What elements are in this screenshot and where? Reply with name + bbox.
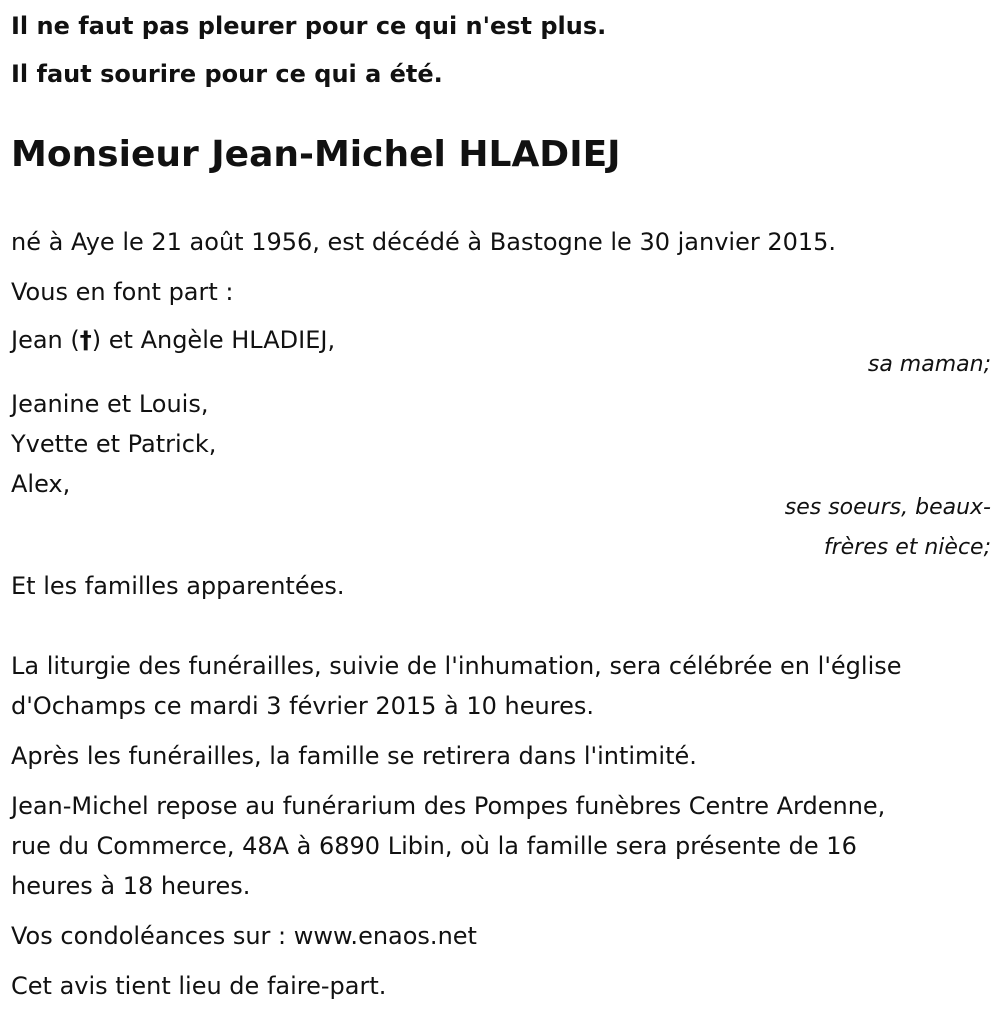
siblings-relation-line-1: ses soeurs, beaux- <box>784 495 991 520</box>
after-funeral-text: Après les funérailles, la famille se retirera dans l'intimité. <box>11 742 697 770</box>
liturgy-line-2: d'Ochamps ce mardi 3 février 2015 à 10 heures. <box>11 692 594 720</box>
parents-text-end: ) et Angèle HLADIEJ, <box>91 326 336 354</box>
parents-line <box>11 326 335 354</box>
sibling-line: Alex, <box>11 470 71 498</box>
condolences-text: Vos condoléances sur : www.enaos.net <box>11 922 477 950</box>
parents-text-start: Jean ( <box>11 326 80 354</box>
sibling-line: Jeanine et Louis, <box>11 390 209 418</box>
deceased-name: Monsieur Jean-Michel HLADIEJ <box>11 134 621 175</box>
quote-line-1: Il ne faut pas pleurer pour ce qui n'est plus. <box>11 12 607 40</box>
birth-death-text: né à Aye le 21 août 1956, est décédé à Bastogne le 30 janvier 2015. <box>11 228 837 256</box>
siblings-relation-line-2: frères et nièce; <box>823 535 991 560</box>
rest-line-3: heures à 18 heures. <box>11 872 251 900</box>
other-families-text: Et les familles apparentées. <box>11 572 345 600</box>
sibling-line: Yvette et Patrick, <box>11 430 217 458</box>
rest-line-2: rue du Commerce, 48A à 6890 Libin, où la famille sera présente de 16 <box>11 832 857 860</box>
rest-line-1: Jean-Michel repose au funérarium des Pompes funèbres Centre Ardenne, <box>11 792 886 820</box>
liturgy-line-1: La liturgie des funérailles, suivie de l'inhumation, sera célébrée en l'église <box>11 652 902 680</box>
parents-relation: sa maman; <box>867 352 991 377</box>
announce-text: Vous en font part : <box>11 278 234 306</box>
cross-icon: † <box>79 326 92 354</box>
quote-line-2: Il faut sourire pour ce qui a été. <box>11 60 443 88</box>
notice-text: Cet avis tient lieu de faire-part. <box>11 972 387 1000</box>
